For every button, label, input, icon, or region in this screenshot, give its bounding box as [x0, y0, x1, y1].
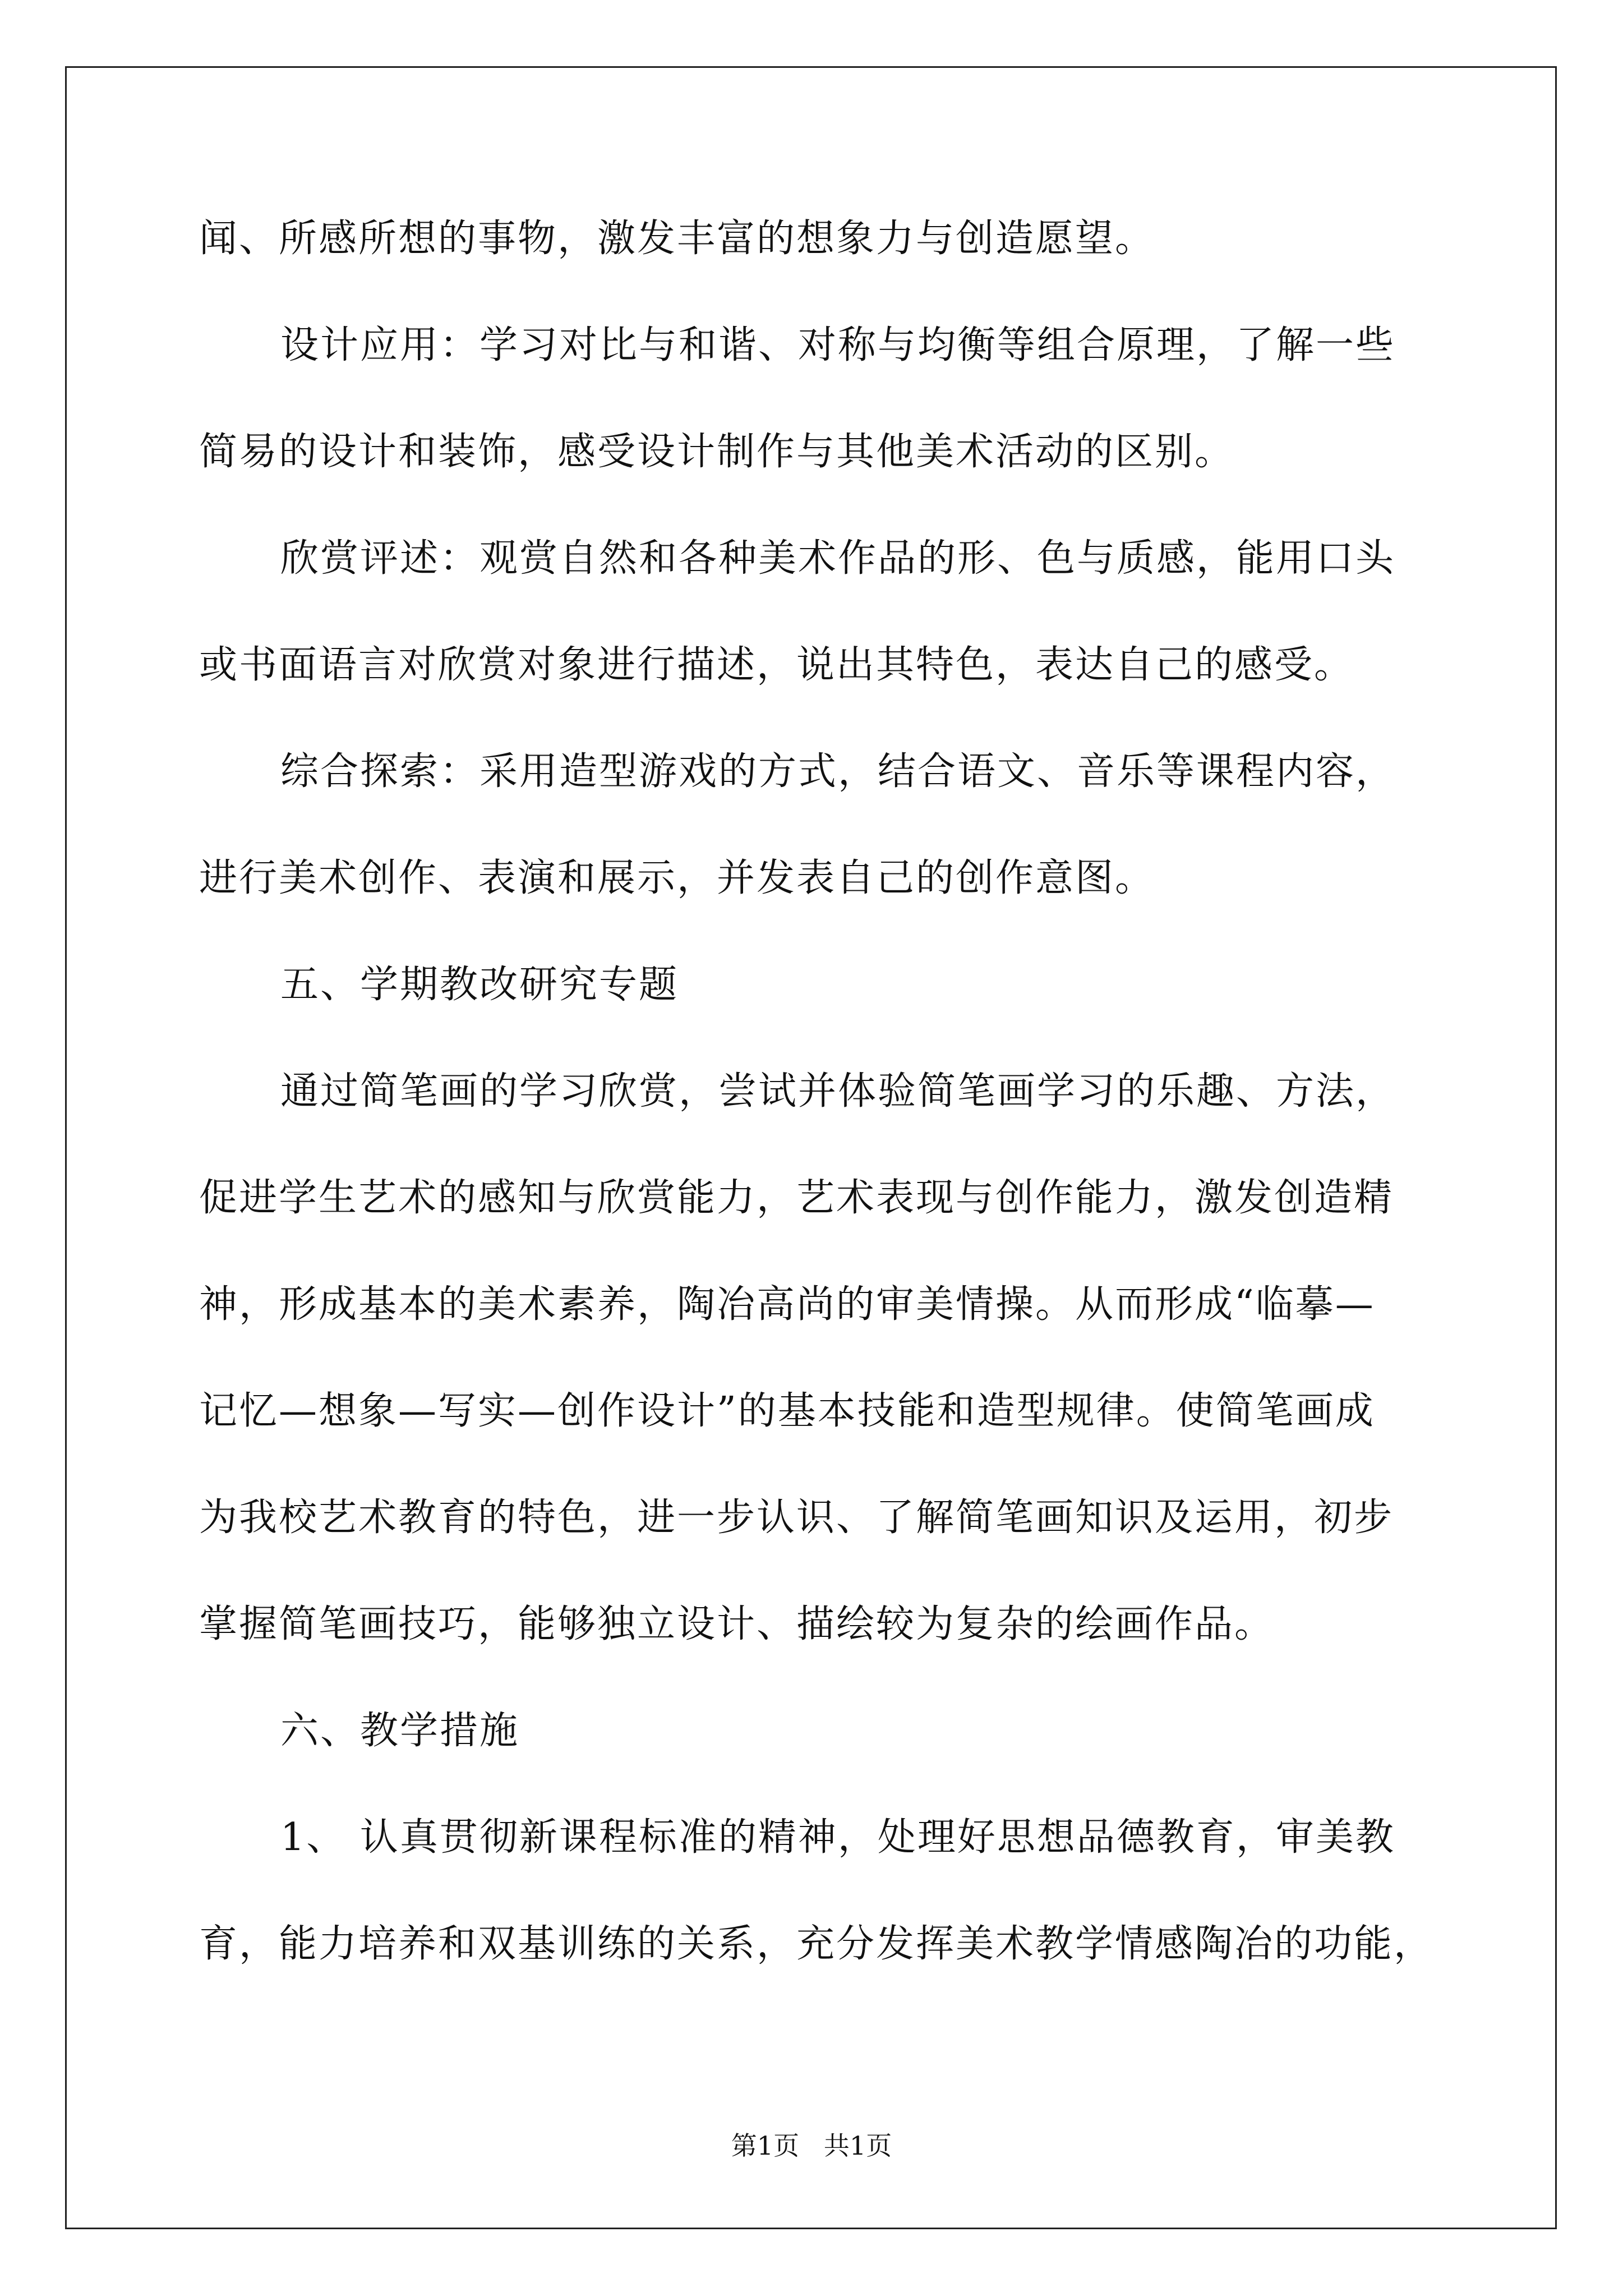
- text-line: 欣赏评述：观赏自然和各种美术作品的形、色与质感，能用口头: [280, 536, 1396, 581]
- text-line: 促进学生艺术的感知与欣赏能力，艺术表现与创作能力，激发创造精: [199, 1176, 1394, 1220]
- text-line: 简易的设计和装饰，感受设计制作与其他美术活动的区别。: [199, 430, 1235, 474]
- text-line: 进行美术创作、表演和展示，并发表自己的创作意图。: [199, 856, 1155, 900]
- page-frame: [65, 66, 1557, 2229]
- text-line: 记忆—想象—写实—创作设计”的基本技能和造型规律。使简笔画成: [199, 1389, 1375, 1433]
- text-line: 或书面语言对欣赏对象进行描述，说出其特色，表达自己的感受。: [199, 643, 1354, 687]
- text-line: 1、 认真贯彻新课程标准的精神，处理好思想品德教育，审美教: [280, 1815, 1395, 1860]
- text-line: 为我校艺术教育的特色，进一步认识、了解简笔画知识及运用，初步: [199, 1496, 1394, 1540]
- text-line: 神，形成基本的美术素养，陶冶高尚的审美情操。从而形成“临摹—: [199, 1282, 1375, 1327]
- text-line: 通过简笔画的学习欣赏，尝试并体验简笔画学习的乐趣、方法，: [280, 1069, 1396, 1114]
- page-footer: 第1页 共1页: [731, 2131, 892, 2161]
- section-heading: 五、学期教改研究专题: [280, 963, 679, 1007]
- section-heading: 六、教学措施: [280, 1709, 520, 1753]
- text-line: 掌握简笔画技巧，能够独立设计、描绘较为复杂的绘画作品。: [199, 1602, 1275, 1646]
- text-line: 设计应用：学习对比与和谐、对称与均衡等组合原理，了解一些: [280, 323, 1396, 367]
- text-line: 综合探索：采用造型游戏的方式，结合语文、音乐等课程内容，: [280, 749, 1396, 794]
- text-line: 闻、所感所想的事物，激发丰富的想象力与创造愿望。: [199, 217, 1155, 261]
- text-line: 育，能力培养和双基训练的关系，充分发挥美术教学情感陶冶的功能，: [199, 1922, 1434, 1966]
